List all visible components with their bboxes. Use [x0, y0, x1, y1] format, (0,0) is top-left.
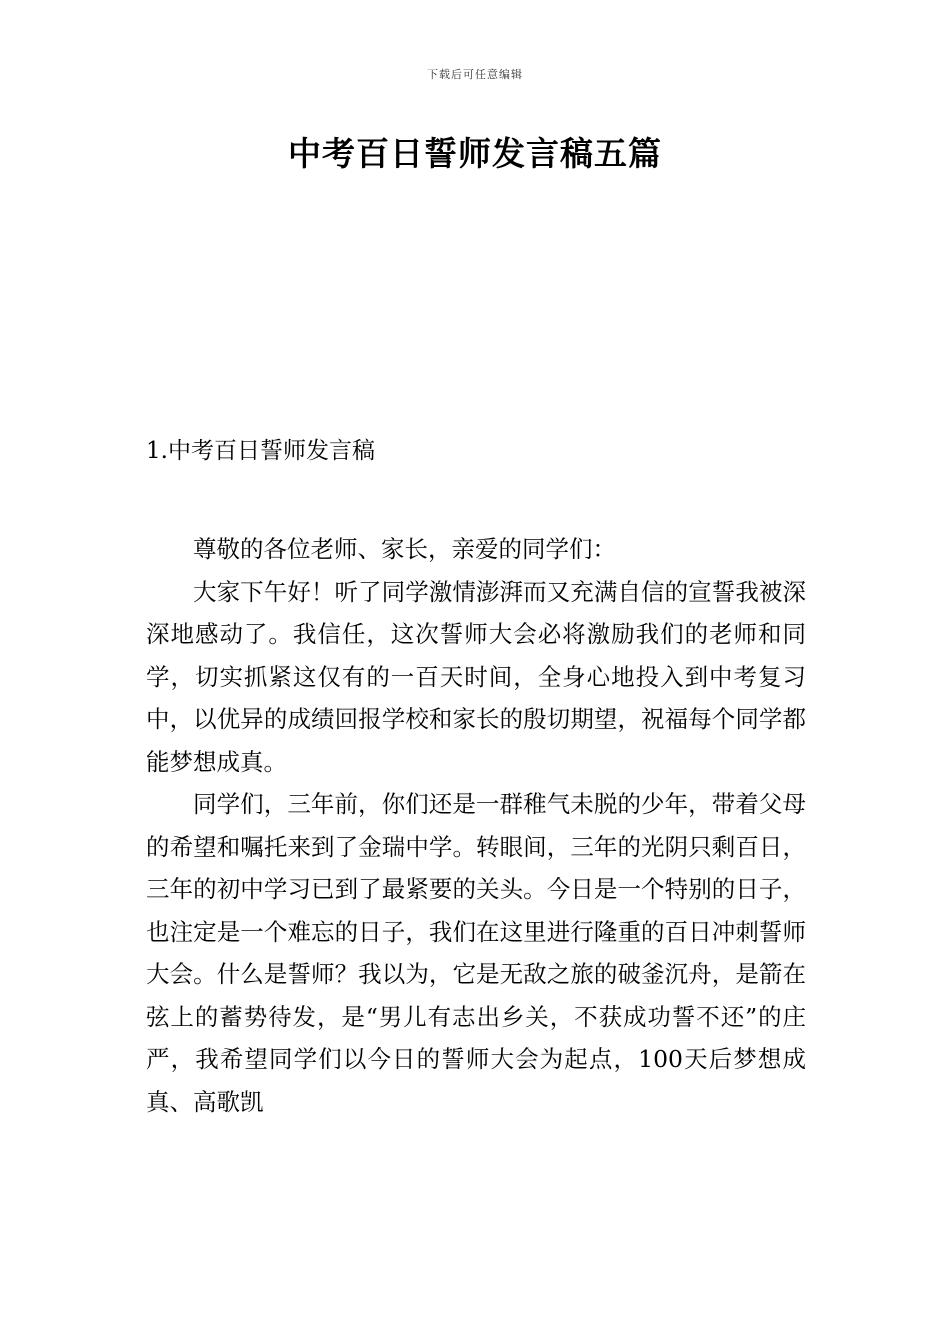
paragraph: 大家下午好！听了同学激情澎湃而又充满自信的宣誓我被深深地感动了。我信任，这次誓师大会必将激励我们的老师和同学，切实抓紧这仅有的一百天时间，全身心地投入到中考复习中，以优异的成绩回报学校和家长的殷切期望，祝福每个同学都能梦想成真。: [146, 577, 806, 776]
section-heading: 1.中考百日誓师发言稿: [146, 438, 375, 464]
paragraph-salutation: 尊敬的各位老师、家长，亲爱的同学们：: [193, 535, 616, 563]
paragraph: 同学们，三年前，你们还是一群稚气未脱的少年，带着父母的希望和嘱托来到了金瑞中学。转眼间，三年的光阴只剩百日，三年的初中学习已到了最紧要的关头。今日是一个特别的日子，也注定是一个难忘的日子，我们在这里进行隆重的百日冲刺誓师大会。什么是誓师？我以为，它是无敌之旅的破釜沉舟，是箭在弦上的蓄势待发，是“男儿有志出乡关，不获成功誓不还”的庄严，我希望同学们以今日的誓师大会为起点，100天后梦想成真、高歌凯: [146, 790, 806, 1116]
header-note: 下载后可任意编辑: [427, 68, 523, 81]
document-body: [146, 528, 806, 1123]
document-title: 中考百日誓师发言稿五篇: [288, 134, 662, 173]
